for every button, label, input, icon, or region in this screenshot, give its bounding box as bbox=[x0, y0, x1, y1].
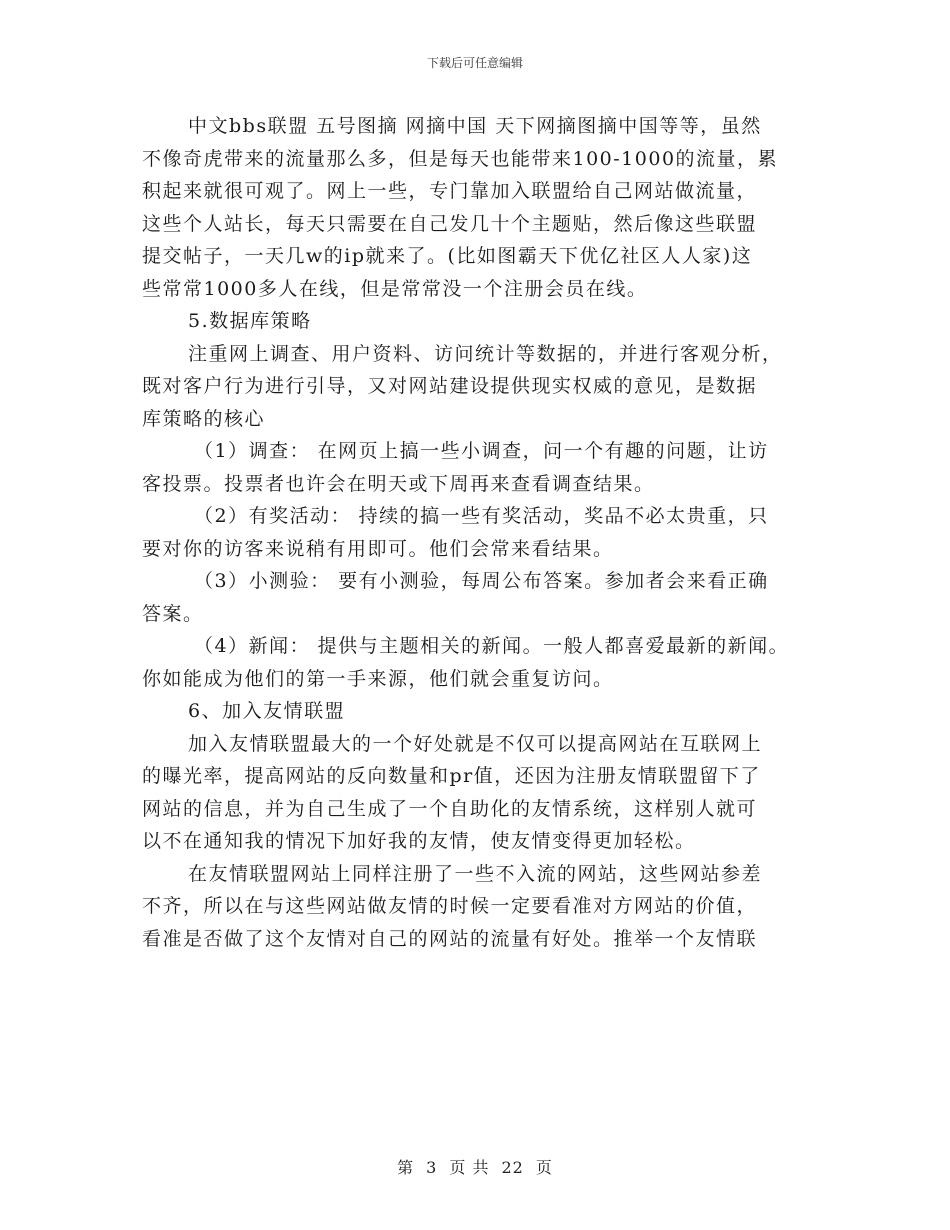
footer-suffix: 页 bbox=[535, 1158, 553, 1177]
list-item: （4）新闻： 提供与主题相关的新闻。一般人都喜爱最新的新闻。 bbox=[194, 635, 790, 657]
page-header: 下载后可任意编辑 bbox=[426, 56, 523, 70]
current-page-number: 3 bbox=[426, 1158, 438, 1177]
text-line: 要对你的访客来说稍有用即可。他们会常来看结果。 bbox=[142, 537, 614, 560]
text-line: 中文bbs联盟 五号图摘 网摘中国 天下网摘图摘中国等等，虽然 bbox=[188, 115, 762, 137]
text-line: 不像奇虎带来的流量那么多，但是每天也能带来100-1000的流量，累 bbox=[142, 147, 779, 170]
text-line: 库策略的核心 bbox=[142, 407, 266, 430]
text-line: 以不在通知我的情况下加好我的友情，使友情变得更加轻松。 bbox=[142, 830, 696, 852]
text-line: 看准是否做了这个友情对自己的网站的流量有好处。推举一个友情联 bbox=[142, 927, 758, 950]
footer-prefix: 第 bbox=[397, 1158, 415, 1177]
text-line: 网站的信息，并为自己生成了一个自助化的友情系统，这样别人就可 bbox=[142, 797, 758, 820]
text-line: 的曝光率，提高网站的反向数量和pr值，还因为注册友情联盟留下了 bbox=[142, 765, 761, 787]
text-line: 答案。 bbox=[142, 602, 204, 625]
text-line: 提交帖子，一天几w的ip就来了。(比如图霸天下优亿社区人人家)这 bbox=[142, 245, 753, 267]
section-heading: 6、加入友情联盟 bbox=[188, 700, 346, 722]
list-item: （1）调查： 在网页上搞一些小调查，问一个有趣的问题，让访 bbox=[194, 440, 769, 462]
list-item: （2）有奖活动： 持续的搞一些有奖活动，奖品不必太贵重，只 bbox=[194, 505, 769, 527]
list-item: （3）小测验： 要有小测验，每周公布答案。参加者会来看正确 bbox=[194, 570, 769, 592]
text-line: 注重网上调查、用户资料、访问统计等数据的，并进行客观分析， bbox=[188, 342, 783, 365]
document-body bbox=[142, 110, 810, 955]
text-line: 积起来就很可观了。网上一些，专门靠加入联盟给自己网站做流量， bbox=[142, 180, 758, 202]
text-line: 这些个人站长，每天只需要在自己发几十个主题贴，然后像这些联盟 bbox=[142, 212, 758, 235]
text-line: 些常常1000多人在线，但是常常没一个注册会员在线。 bbox=[142, 277, 648, 300]
section-heading: 5.数据库策略 bbox=[188, 310, 312, 332]
page-footer bbox=[0, 1155, 950, 1178]
text-line: 客投票。投票者也许会在明天或下周再来查看调查结果。 bbox=[142, 472, 655, 495]
text-line: 既对客户行为进行引导，又对网站建设提供现实权威的意见，是数据 bbox=[142, 375, 758, 397]
text-line: 不齐，所以在与这些网站做友情的时候一定要看准对方网站的价值， bbox=[142, 895, 758, 917]
text-line: 加入友情联盟最大的一个好处就是不仅可以提高网站在互联网上 bbox=[188, 732, 763, 755]
text-line: 你如能成为他们的第一手来源，他们就会重复访问。 bbox=[142, 667, 614, 690]
footer-middle: 页 共 bbox=[449, 1158, 490, 1177]
text-line: 在友情联盟网站上同样注册了一些不入流的网站，这些网站参差 bbox=[188, 862, 763, 885]
total-page-count: 22 bbox=[501, 1158, 524, 1177]
